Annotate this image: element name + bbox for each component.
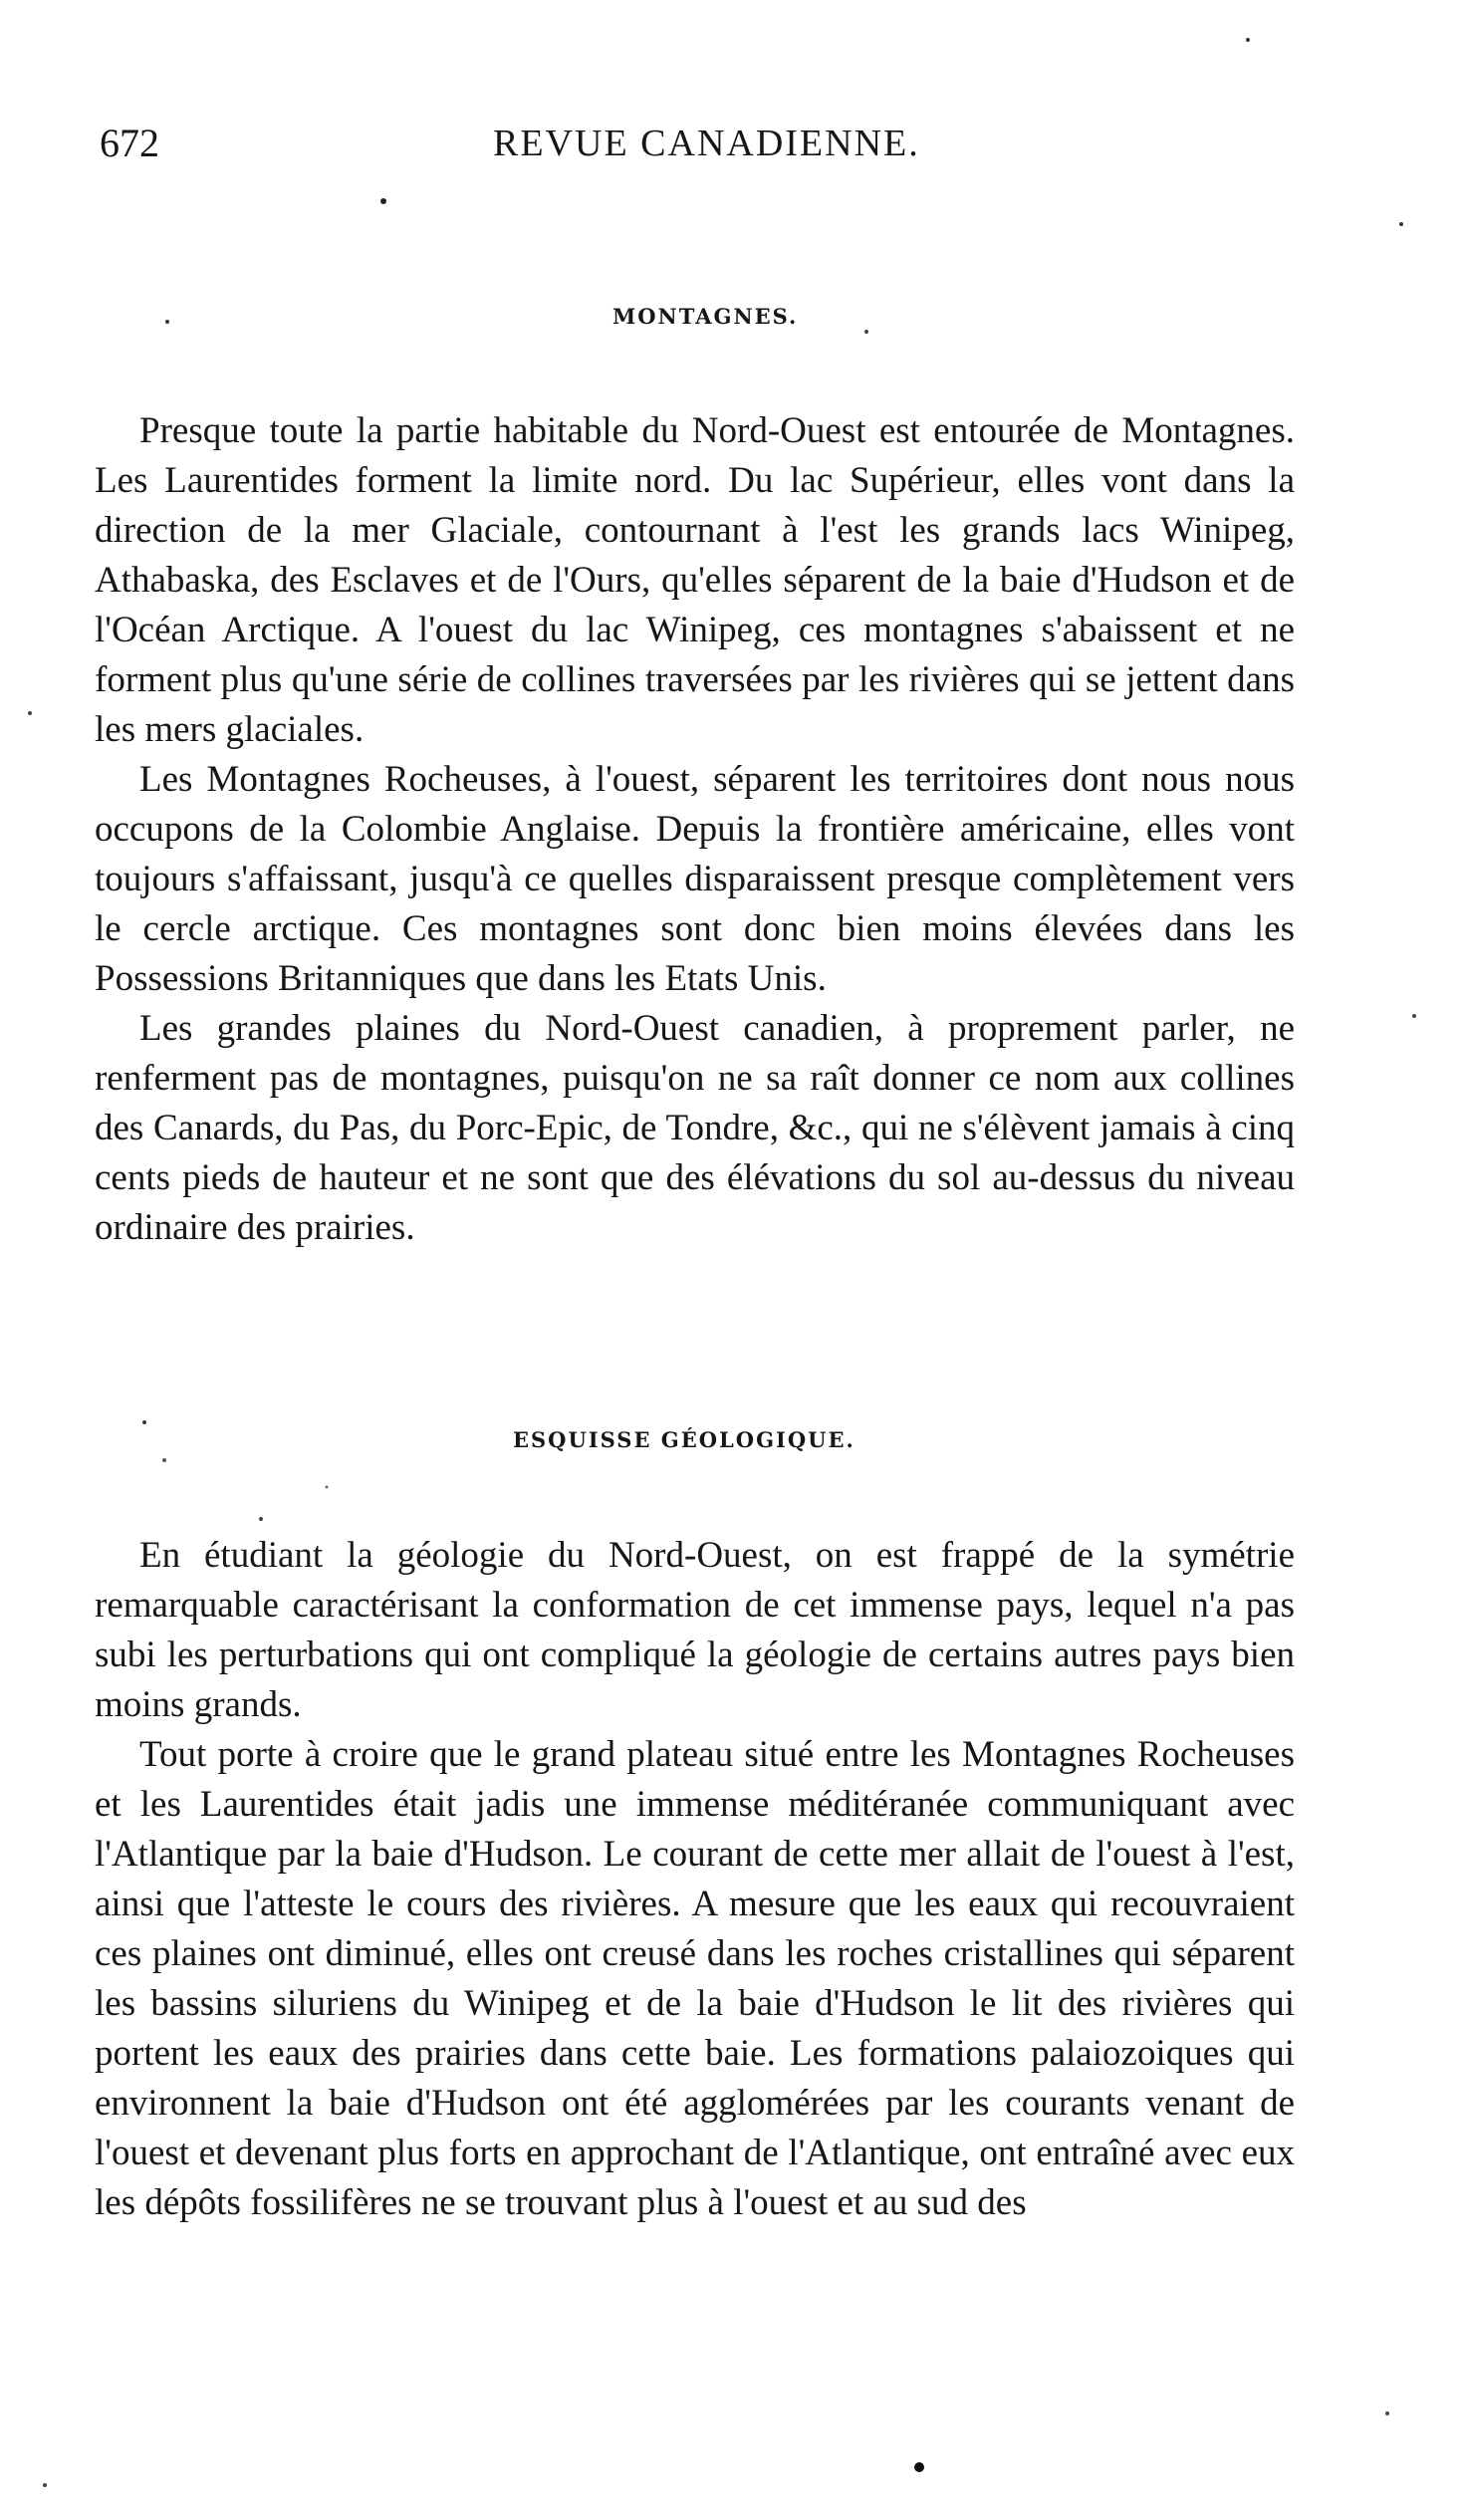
speck: [326, 1486, 329, 1489]
speck: [259, 1517, 263, 1521]
page-number: 672: [100, 121, 159, 165]
speck: [43, 2483, 47, 2487]
paragraph: Tout porte à croire que le grand plateau situé entre les Montagnes Rocheuses et les Laurentides était jadis une immense méditéranée communiquant avec l'Atlantique par la baie d'Hudson. Le courant de cette mer allait de l'ouest à l'est, ainsi que l'atteste le cours des rivières. A mesure que les eaux qui recouvraient ces plaines ont diminué, elles ont creusé dans les roches cristallines qui séparent les bassins siluriens du Winipeg et de la baie d'Hudson le lit des rivières qui portent les eaux des prairies dans cette baie. Les formations palaiozoiques qui environnent la baie d'Hudson ont été agglomérées par les courants venant de l'ouest et devenant plus forts en approchant de l'Atlantique, ont entraîné avec eux les dépôts fossilifères ne se trouvant plus à l'ouest et au sud des: [95, 1734, 1295, 2223]
section-body-montagnes: [95, 406, 1295, 1253]
speck: [142, 1420, 146, 1424]
section-heading-esquisse-geologique: ESQUISSE GÉOLOGIQUE.: [513, 1427, 855, 1452]
speck: [864, 330, 868, 334]
speck: [165, 320, 169, 324]
speck: [1385, 2411, 1389, 2415]
section-heading-montagnes: MONTAGNES.: [612, 304, 799, 329]
speck: [380, 198, 386, 204]
speck: [162, 1458, 166, 1462]
speck: [914, 2462, 924, 2472]
speck: [1412, 1014, 1416, 1018]
speck: [28, 711, 32, 715]
section-body-esquisse-geologique: [95, 1531, 1295, 2228]
speck: [1399, 222, 1403, 226]
paragraph: Les Montagnes Rocheuses, à l'ouest, séparent les territoires dont nous nous occupons de la Colombie Anglaise. Depuis la frontière américaine, elles vont toujours s'affaissant, jusqu'à ce quelles disparaissent presque complètement vers le cercle arctique. Ces montagnes sont donc bien moins élevées dans les Possessions Britanniques que dans les Etats Unis.: [95, 759, 1295, 999]
paragraph: Les grandes plaines du Nord-Ouest canadien, à proprement parler, ne renferment pas de montagnes, puisqu'on ne sa raît donner ce nom aux collines des Canards, du Pas, du Porc-Epic, de Tondre, &c., qui ne s'élèvent jamais à cinq cents pieds de hauteur et ne sont que des élévations du sol au-dessus du niveau ordinaire des prairies.: [95, 1008, 1295, 1248]
speck: [1246, 38, 1250, 42]
paragraph: Presque toute la partie habitable du Nord-Ouest est entourée de Montagnes. Les Laurentides forment la limite nord. Du lac Supérieur, elles vont dans la direction de la mer Glaciale, contournant à l'est les grands lacs Winipeg, Athabaska, des Esclaves et de l'Ours, qu'elles séparent de la baie d'Hudson et de l'Océan Arctique. A l'ouest du lac Winipeg, ces montagnes s'abaissent et ne forment plus qu'une série de collines traversées par les rivières qui se jettent dans les mers glaciales.: [95, 410, 1295, 750]
journal-title: REVUE CANADIENNE.: [493, 123, 920, 164]
paragraph: En étudiant la géologie du Nord-Ouest, on est frappé de la symétrie remarquable caractérisant la conformation de cet immense pays, lequel n'a pas subi les perturbations qui ont compliqué la géologie de certains autres pays bien moins grands.: [95, 1535, 1295, 1725]
running-head: [100, 120, 1295, 179]
